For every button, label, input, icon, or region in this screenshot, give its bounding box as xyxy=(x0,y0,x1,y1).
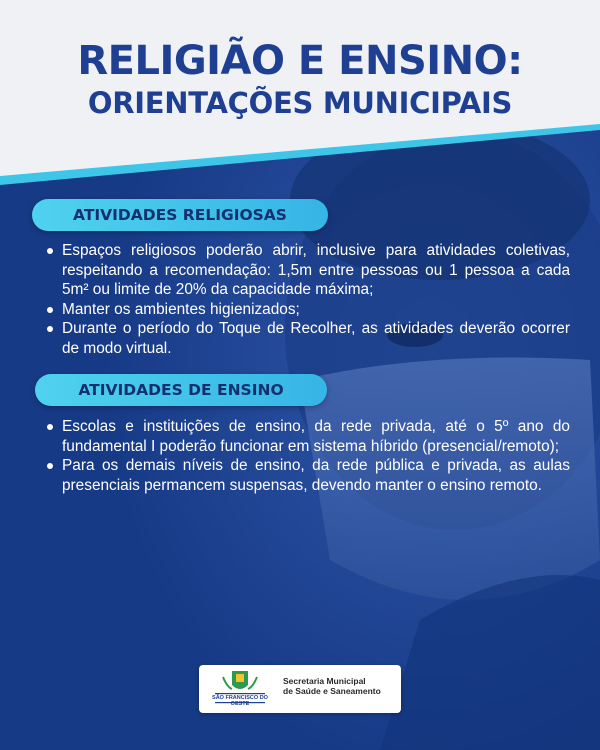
list-item: Escolas e instituições de ensino, da rede privada, até o 5º ano do fundamental I poderão funcionar em sistema híbrido (presencial/remoto); xyxy=(46,417,570,456)
list-item: Espaços religiosos poderão abrir, inclusive para atividades coletivas, respeitando a recomendação: 1,5m entre pessoas ou 1 pessoa a cada 5m² ou limite de 20% da capacidade máxima; xyxy=(46,241,570,300)
secretaria-line-1: Secretaria Municipal xyxy=(283,676,366,686)
list-item: Para os demais níveis de ensino, da rede pública e privada, as aulas presenciais permancem suspensas, devendo manter o ensino remoto. xyxy=(46,456,570,495)
page-title: RELIGIÃO E ENSINO: xyxy=(77,38,523,84)
section-heading-education: ATIVIDADES DE ENSINO xyxy=(35,374,327,406)
logo-municipality-name: SÃO FRANCISCO DO OESTE xyxy=(212,695,268,707)
list-item: Durante o período do Toque de Recolher, as atividades deverão ocorrer de modo virtual. xyxy=(46,319,570,358)
education-guidelines-list xyxy=(46,417,570,495)
list-item: Manter os ambientes higienizados; xyxy=(46,300,570,320)
section-heading-religious: ATIVIDADES RELIGIOSAS xyxy=(32,199,328,231)
religious-guidelines-list xyxy=(46,241,570,358)
footer-card xyxy=(199,665,401,713)
secretaria-name xyxy=(283,676,399,696)
page-subtitle: ORIENTAÇÕES MUNICIPAIS xyxy=(87,86,513,120)
secretaria-line-2: de Saúde e Saneamento xyxy=(283,686,381,696)
